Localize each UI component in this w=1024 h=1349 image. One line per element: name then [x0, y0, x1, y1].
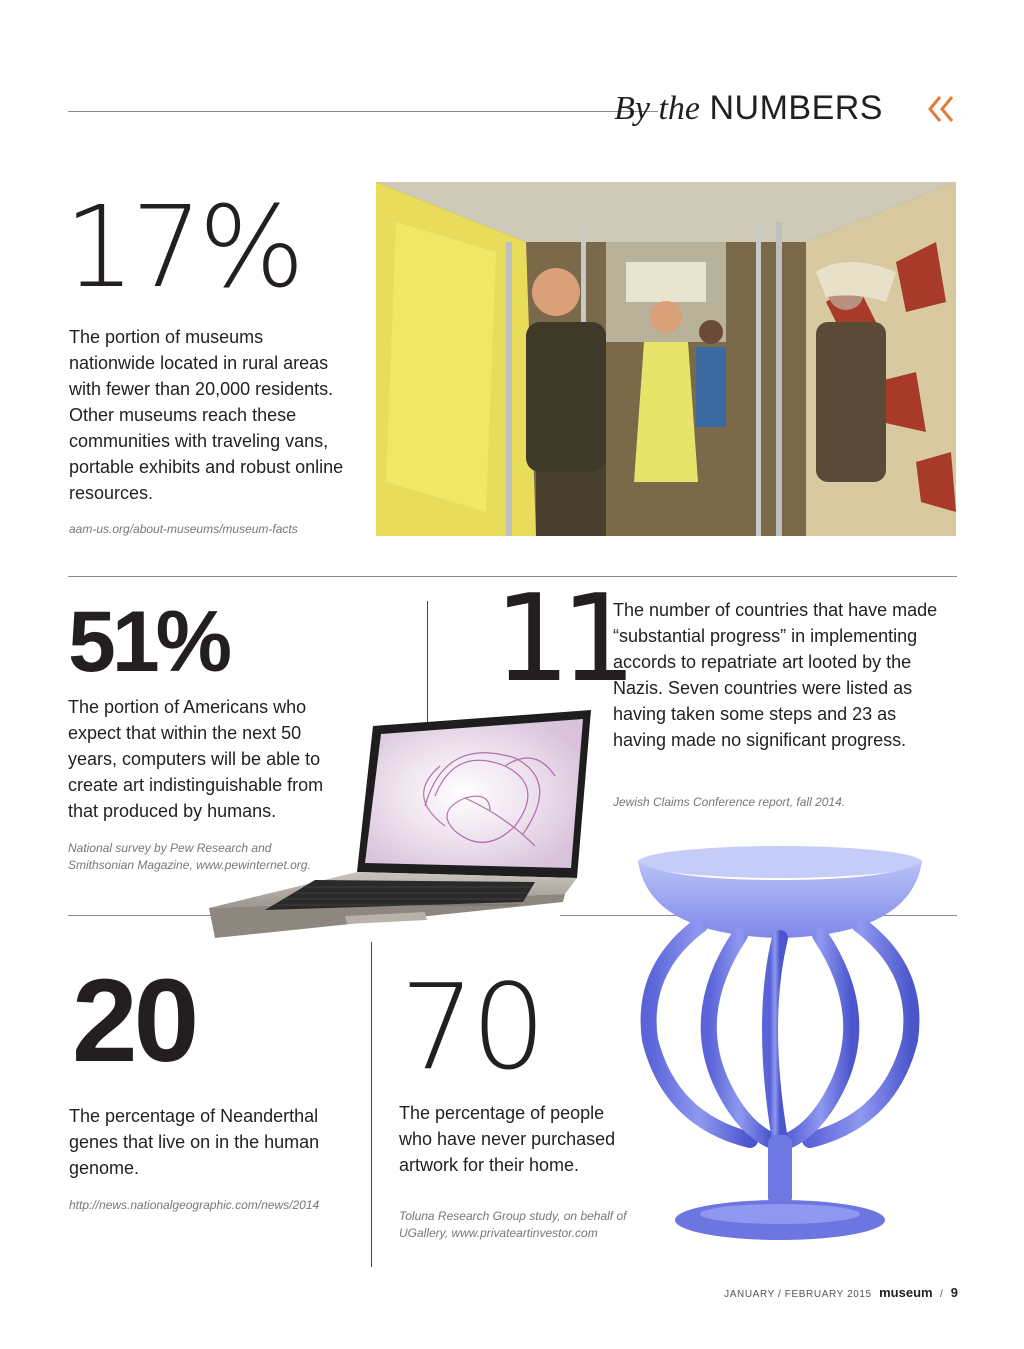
page-footer: [724, 1285, 958, 1300]
stat-70-text: The percentage of people who have never purchased artwork for their home.: [399, 1103, 616, 1175]
stat-70-source: Toluna Research Group study, on behalf of UGallery, www.privateartinvestor.com: [399, 1209, 627, 1240]
stat-11-text: The number of countries that have made “substantial progress” in implementing accords to repatriate art looted by the Nazis. Seven countries were listed as having taken some steps and 23 as having made no significant progress.: [613, 600, 938, 750]
stat-70-value: 70: [400, 958, 543, 1096]
stat-51-source: National survey by Pew Research and Smithsonian Magazine, www.pewinternet.org.: [68, 841, 311, 872]
footer-separator: /: [939, 1289, 944, 1300]
footer-magazine: museum: [879, 1285, 933, 1300]
section-title-caps: NUMBERS: [709, 89, 883, 127]
section-title-italic: By the: [614, 90, 701, 127]
header-rule: [68, 111, 658, 112]
footer-issue: JANUARY / FEBRUARY 2015: [724, 1289, 872, 1300]
section-divider: [68, 915, 228, 916]
laptop-image: [205, 706, 595, 962]
stat-17-source: aam-us.org/about-museums/museum-facts: [69, 522, 298, 536]
double-chevron-left-icon: [928, 94, 954, 124]
column-divider: [371, 942, 372, 1267]
stat-17-value: 17%: [64, 183, 301, 313]
stat-11-value: 11: [494, 570, 627, 709]
stat-51-text: The portion of Americans who expect that within the next 50 years, computers will be able to create art indistinguishable from that produced by humans.: [68, 697, 324, 821]
stat-20-text: The percentage of Neanderthal genes that live on in the human genome.: [69, 1106, 320, 1178]
stat-11-source: Jewish Claims Conference report, fall 2014.: [613, 795, 846, 809]
page-number: 9: [950, 1285, 958, 1300]
stat-20-value: 20: [72, 955, 196, 1087]
stat-17-text: The portion of museums nationwide located in rural areas with fewer than 20,000 residents. Other museums reach these communities with traveling vans, portable exhibits and robust online resources.: [69, 327, 344, 503]
subway-exhibit-photo: [376, 182, 956, 536]
stat-51-value: 51%: [68, 594, 229, 690]
section-title: [614, 88, 919, 129]
stat-20-source: http://news.nationalgeographic.com/news/2014: [69, 1198, 320, 1212]
blue-glass-cup-image: [630, 840, 930, 1260]
